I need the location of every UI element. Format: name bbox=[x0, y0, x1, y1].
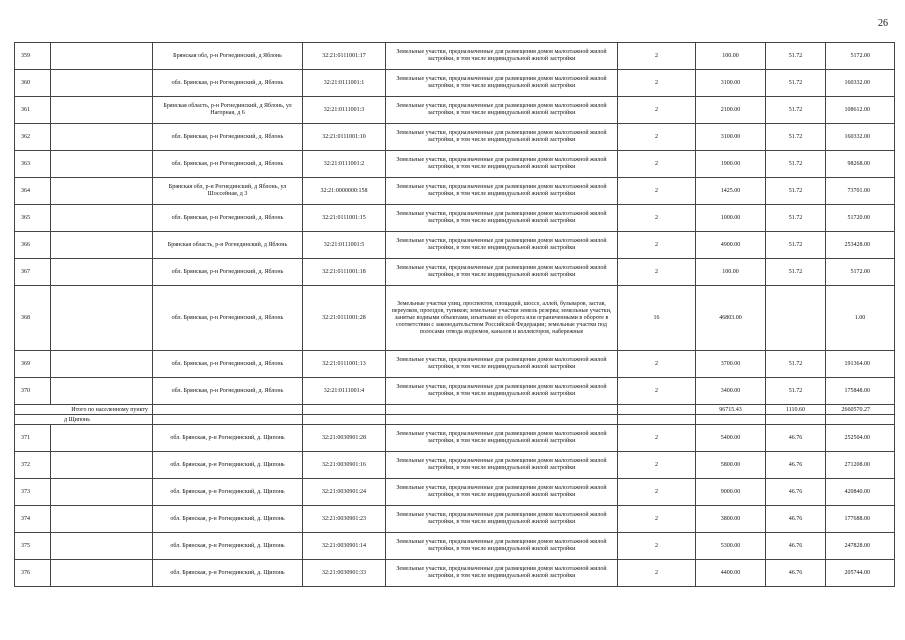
row-land-use-kind: Земельные участки, предназначенные для размещения домов малоэтажной жилой застройки, в том числе индивидуальной жилой застройки bbox=[386, 97, 618, 124]
row-group-code: 2 bbox=[618, 506, 696, 533]
row-cadastral-number: 32:21:0111001:13 bbox=[303, 351, 386, 378]
row-spacer bbox=[51, 560, 153, 587]
row-cadastral-value: 247828.00 bbox=[826, 533, 895, 560]
row-area: 46803.00 bbox=[696, 286, 766, 351]
row-cadastral-value: 160332.00 bbox=[826, 70, 895, 97]
row-spacer bbox=[51, 533, 153, 560]
row-rate: 46.76 bbox=[766, 479, 826, 506]
row-rate: 51.72 bbox=[766, 70, 826, 97]
row-group-code: 2 bbox=[618, 425, 696, 452]
row-land-use-kind: Земельные участки, предназначенные для размещения домов малоэтажной жилой застройки, в том числе индивидуальной жилой застройки bbox=[386, 351, 618, 378]
row-land-use-kind: Земельные участки, предназначенные для размещения домов малоэтажной жилой застройки, в том числе индивидуальной жилой застройки bbox=[386, 479, 618, 506]
row-cadastral-value: 271208.00 bbox=[826, 452, 895, 479]
row-land-use-kind: Земельные участки, предназначенные для размещения домов малоэтажной жилой застройки, в том числе индивидуальной жилой застройки bbox=[386, 124, 618, 151]
row-group-code: 2 bbox=[618, 479, 696, 506]
row-area: 1000.00 bbox=[696, 205, 766, 232]
row-area: 5300.00 bbox=[696, 533, 766, 560]
subtotal-empty-cadastral bbox=[303, 405, 386, 415]
row-rate: 51.72 bbox=[766, 124, 826, 151]
subtotal-value: 2660570.27 bbox=[826, 405, 895, 415]
row-number: 363 bbox=[15, 151, 51, 178]
row-group-code: 2 bbox=[618, 560, 696, 587]
row-address: Брянская область, р-н Рогнединский, д Яблонь bbox=[153, 232, 303, 259]
row-cadastral-value: 177688.00 bbox=[826, 506, 895, 533]
row-rate: 51.72 bbox=[766, 232, 826, 259]
row-cadastral-number: 32:21:0111001:2 bbox=[303, 151, 386, 178]
row-cadastral-value: 1.00 bbox=[826, 286, 895, 351]
village-empty-address bbox=[153, 415, 303, 425]
row-cadastral-number: 32:21:0111001:3 bbox=[303, 97, 386, 124]
row-land-use-kind: Земельные участки, предназначенные для размещения домов малоэтажной жилой застройки, в том числе индивидуальной жилой застройки bbox=[386, 259, 618, 286]
table-row bbox=[15, 506, 895, 533]
row-number: 366 bbox=[15, 232, 51, 259]
row-cadastral-value: 5172.00 bbox=[826, 43, 895, 70]
row-group-code: 2 bbox=[618, 351, 696, 378]
row-number: 367 bbox=[15, 259, 51, 286]
row-rate: 51.72 bbox=[766, 351, 826, 378]
row-spacer bbox=[51, 506, 153, 533]
village-empty-code bbox=[618, 415, 696, 425]
row-group-code: 2 bbox=[618, 452, 696, 479]
row-group-code: 2 bbox=[618, 124, 696, 151]
subtotal-empty-address bbox=[153, 405, 303, 415]
row-spacer bbox=[51, 259, 153, 286]
table-row bbox=[15, 479, 895, 506]
row-address: обл. Брянская, р-н Рогнединский, д. Щипонь bbox=[153, 560, 303, 587]
row-land-use-kind: Земельные участки, предназначенные для размещения домов малоэтажной жилой застройки, в том числе индивидуальной жилой застройки bbox=[386, 452, 618, 479]
row-number: 360 bbox=[15, 70, 51, 97]
row-spacer bbox=[51, 43, 153, 70]
row-group-code: 2 bbox=[618, 97, 696, 124]
row-group-code: 2 bbox=[618, 259, 696, 286]
row-spacer bbox=[51, 232, 153, 259]
row-rate: 46.76 bbox=[766, 425, 826, 452]
row-number: 372 bbox=[15, 452, 51, 479]
subtotal-empty-kind bbox=[386, 405, 618, 415]
row-land-use-kind: Земельные участки, предназначенные для размещения домов малоэтажной жилой застройки, в том числе индивидуальной жилой застройки bbox=[386, 560, 618, 587]
row-address: обл. Брянская, р-н Рогнединский, д. Щипонь bbox=[153, 425, 303, 452]
table-body-bottom bbox=[15, 425, 895, 587]
row-land-use-kind: Земельные участки, предназначенные для размещения домов малоэтажной жилой застройки, в том числе индивидуальной жилой застройки bbox=[386, 378, 618, 405]
table-row bbox=[15, 351, 895, 378]
row-cadastral-number: 32:21:0111001:1 bbox=[303, 70, 386, 97]
row-rate bbox=[766, 286, 826, 351]
row-cadastral-number: 32:21:0030901:14 bbox=[303, 533, 386, 560]
row-land-use-kind: Земельные участки улиц, проспектов, площадей, шоссе, аллей, бульваров, застав, переулков, проездов, тупиков; земельные участки земель резерва; земельные участки, занятые водными объектами, изъятыми из оборота или ограниченными в обороте в соответствии с законодательством Российской Федерации; земельные участки под полосами отвода водоемов, каналов и коллекторов, набережные bbox=[386, 286, 618, 351]
row-area: 3700.00 bbox=[696, 351, 766, 378]
row-cadastral-number: 32:21:0000000:158 bbox=[303, 178, 386, 205]
page-number: 26 bbox=[878, 18, 888, 29]
row-cadastral-number: 32:21:0111001:17 bbox=[303, 43, 386, 70]
row-group-code: 16 bbox=[618, 286, 696, 351]
subtotal-row bbox=[15, 405, 895, 415]
village-empty-kind bbox=[386, 415, 618, 425]
row-spacer bbox=[51, 351, 153, 378]
row-cadastral-value: 51720.00 bbox=[826, 205, 895, 232]
row-address: обл. Брянская, р-н Рогнединский, д. Яблонь bbox=[153, 70, 303, 97]
row-address: обл. Брянская, р-н Рогнединский, д. Щипонь bbox=[153, 452, 303, 479]
row-group-code: 2 bbox=[618, 378, 696, 405]
row-cadastral-number: 32:21:0111001:28 bbox=[303, 286, 386, 351]
row-spacer bbox=[51, 479, 153, 506]
row-area: 2100.00 bbox=[696, 97, 766, 124]
row-cadastral-value: 205744.00 bbox=[826, 560, 895, 587]
row-cadastral-value: 160332.00 bbox=[826, 124, 895, 151]
row-group-code: 2 bbox=[618, 533, 696, 560]
row-land-use-kind: Земельные участки, предназначенные для размещения домов малоэтажной жилой застройки, в том числе индивидуальной жилой застройки bbox=[386, 151, 618, 178]
row-number: 365 bbox=[15, 205, 51, 232]
row-cadastral-number: 32:21:0030901:24 bbox=[303, 479, 386, 506]
row-address: Брянская обл, р-н Рогнединский, д Яблонь, ул Шоссейная, д 3 bbox=[153, 178, 303, 205]
table-row bbox=[15, 124, 895, 151]
row-area: 4900.00 bbox=[696, 232, 766, 259]
row-cadastral-value: 108612.00 bbox=[826, 97, 895, 124]
table-row bbox=[15, 286, 895, 351]
row-cadastral-value: 420840.00 bbox=[826, 479, 895, 506]
subtotal-section bbox=[15, 405, 895, 425]
row-group-code: 2 bbox=[618, 232, 696, 259]
row-rate: 46.76 bbox=[766, 560, 826, 587]
row-land-use-kind: Земельные участки, предназначенные для размещения домов малоэтажной жилой застройки, в том числе индивидуальной жилой застройки bbox=[386, 205, 618, 232]
row-number: 362 bbox=[15, 124, 51, 151]
village-empty-value bbox=[826, 415, 895, 425]
row-cadastral-value: 175848.00 bbox=[826, 378, 895, 405]
row-land-use-kind: Земельные участки, предназначенные для размещения домов малоэтажной жилой застройки, в том числе индивидуальной жилой застройки bbox=[386, 70, 618, 97]
row-spacer bbox=[51, 124, 153, 151]
row-area: 5800.00 bbox=[696, 452, 766, 479]
row-area: 3800.00 bbox=[696, 506, 766, 533]
row-address: обл. Брянская, р-н Рогнединский, д. Яблонь bbox=[153, 151, 303, 178]
row-number: 364 bbox=[15, 178, 51, 205]
subtotal-area: 96715.43 bbox=[696, 405, 766, 415]
table-body-mid bbox=[15, 351, 895, 405]
table-row bbox=[15, 533, 895, 560]
table-row bbox=[15, 425, 895, 452]
subtotal-rate: 1110.60 bbox=[766, 405, 826, 415]
row-area: 5400.00 bbox=[696, 425, 766, 452]
row-number: 371 bbox=[15, 425, 51, 452]
row-group-code: 2 bbox=[618, 205, 696, 232]
row-address: обл. Брянская, р-н Рогнединский, д. Яблонь bbox=[153, 351, 303, 378]
row-cadastral-number: 32:21:0111001:15 bbox=[303, 205, 386, 232]
row-rate: 51.72 bbox=[766, 151, 826, 178]
row-cadastral-value: 73701.00 bbox=[826, 178, 895, 205]
village-empty-area bbox=[696, 415, 766, 425]
row-address: Брянская область, р-н Рогнединский, д Яблонь, ул Нагорная, д 6 bbox=[153, 97, 303, 124]
row-area: 100.00 bbox=[696, 259, 766, 286]
row-number: 374 bbox=[15, 506, 51, 533]
row-spacer bbox=[51, 97, 153, 124]
row-land-use-kind: Земельные участки, предназначенные для размещения домов малоэтажной жилой застройки, в том числе индивидуальной жилой застройки bbox=[386, 425, 618, 452]
table-row bbox=[15, 259, 895, 286]
table-body-top bbox=[15, 43, 895, 286]
row-area: 1425.00 bbox=[696, 178, 766, 205]
row-spacer bbox=[51, 286, 153, 351]
row-area: 4400.00 bbox=[696, 560, 766, 587]
row-land-use-kind: Земельные участки, предназначенные для размещения домов малоэтажной жилой застройки, в том числе индивидуальной жилой застройки bbox=[386, 178, 618, 205]
row-number: 361 bbox=[15, 97, 51, 124]
row-group-code: 2 bbox=[618, 178, 696, 205]
village-empty-cadastral bbox=[303, 415, 386, 425]
row-number: 369 bbox=[15, 351, 51, 378]
row-spacer bbox=[51, 70, 153, 97]
row-spacer bbox=[51, 425, 153, 452]
row-cadastral-value: 252504.00 bbox=[826, 425, 895, 452]
row-rate: 51.72 bbox=[766, 205, 826, 232]
row-address: обл. Брянская, р-н Рогнединский, д. Щипонь bbox=[153, 506, 303, 533]
row-rate: 51.72 bbox=[766, 178, 826, 205]
row-group-code: 2 bbox=[618, 43, 696, 70]
row-area: 9000.00 bbox=[696, 479, 766, 506]
row-cadastral-value: 253428.00 bbox=[826, 232, 895, 259]
row-area: 3400.00 bbox=[696, 378, 766, 405]
table-row bbox=[15, 560, 895, 587]
village-label: д Щипонь bbox=[15, 415, 153, 425]
table-body-tall bbox=[15, 286, 895, 351]
row-spacer bbox=[51, 151, 153, 178]
row-rate: 51.72 bbox=[766, 43, 826, 70]
row-spacer bbox=[51, 178, 153, 205]
row-cadastral-value: 98268.00 bbox=[826, 151, 895, 178]
row-address: обл. Брянская, р-н Рогнединский, д. Щипонь bbox=[153, 479, 303, 506]
row-land-use-kind: Земельные участки, предназначенные для размещения домов малоэтажной жилой застройки, в том числе индивидуальной жилой застройки bbox=[386, 232, 618, 259]
row-address: Брянская обл, р-н Рогнединский, д Яблонь bbox=[153, 43, 303, 70]
row-address: обл. Брянская, р-н Рогнединский, д. Яблонь bbox=[153, 286, 303, 351]
table-row bbox=[15, 151, 895, 178]
row-land-use-kind: Земельные участки, предназначенные для размещения домов малоэтажной жилой застройки, в том числе индивидуальной жилой застройки bbox=[386, 43, 618, 70]
row-number: 373 bbox=[15, 479, 51, 506]
row-rate: 46.76 bbox=[766, 452, 826, 479]
row-area: 1900.00 bbox=[696, 151, 766, 178]
row-cadastral-value: 5172.00 bbox=[826, 259, 895, 286]
row-address: обл. Брянская, р-н Рогнединский, д. Яблонь bbox=[153, 259, 303, 286]
row-group-code: 2 bbox=[618, 70, 696, 97]
row-area: 100.00 bbox=[696, 43, 766, 70]
table-row bbox=[15, 70, 895, 97]
row-address: обл. Брянская, р-н Рогнединский, д. Щипонь bbox=[153, 533, 303, 560]
row-address: обл. Брянская, р-н Рогнединский, д. Яблонь bbox=[153, 124, 303, 151]
row-area: 3100.00 bbox=[696, 70, 766, 97]
row-cadastral-number: 32:21:0111001:10 bbox=[303, 124, 386, 151]
row-rate: 51.72 bbox=[766, 97, 826, 124]
table-row bbox=[15, 232, 895, 259]
row-number: 359 bbox=[15, 43, 51, 70]
row-cadastral-value: 191364.00 bbox=[826, 351, 895, 378]
table-row bbox=[15, 43, 895, 70]
row-spacer bbox=[51, 452, 153, 479]
row-cadastral-number: 32:21:0111001:4 bbox=[303, 378, 386, 405]
row-cadastral-number: 32:21:0030901:28 bbox=[303, 425, 386, 452]
row-spacer bbox=[51, 205, 153, 232]
row-rate: 51.72 bbox=[766, 378, 826, 405]
village-empty-rate bbox=[766, 415, 826, 425]
table-row bbox=[15, 97, 895, 124]
row-number: 376 bbox=[15, 560, 51, 587]
table-row bbox=[15, 205, 895, 232]
table-row bbox=[15, 178, 895, 205]
row-land-use-kind: Земельные участки, предназначенные для размещения домов малоэтажной жилой застройки, в том числе индивидуальной жилой застройки bbox=[386, 533, 618, 560]
cadastral-value-table bbox=[14, 42, 895, 587]
row-cadastral-number: 32:21:0030901:33 bbox=[303, 560, 386, 587]
row-rate: 46.76 bbox=[766, 506, 826, 533]
row-spacer bbox=[51, 378, 153, 405]
row-land-use-kind: Земельные участки, предназначенные для размещения домов малоэтажной жилой застройки, в том числе индивидуальной жилой застройки bbox=[386, 506, 618, 533]
row-number: 368 bbox=[15, 286, 51, 351]
row-rate: 46.76 bbox=[766, 533, 826, 560]
row-group-code: 2 bbox=[618, 151, 696, 178]
table-row bbox=[15, 452, 895, 479]
row-rate: 51.72 bbox=[766, 259, 826, 286]
row-address: обл. Брянская, р-н Рогнединский, д. Яблонь bbox=[153, 205, 303, 232]
table-row bbox=[15, 378, 895, 405]
village-heading-row bbox=[15, 415, 895, 425]
subtotal-empty-code bbox=[618, 405, 696, 415]
row-number: 370 bbox=[15, 378, 51, 405]
row-number: 375 bbox=[15, 533, 51, 560]
row-address: обл. Брянская, р-н Рогнединский, д. Яблонь bbox=[153, 378, 303, 405]
row-cadastral-number: 32:21:0030901:16 bbox=[303, 452, 386, 479]
subtotal-label: Итого по населенному пункту bbox=[15, 405, 153, 415]
row-cadastral-number: 32:21:0030901:23 bbox=[303, 506, 386, 533]
row-cadastral-number: 32:21:0111001:18 bbox=[303, 259, 386, 286]
row-area: 3100.00 bbox=[696, 124, 766, 151]
row-cadastral-number: 32:21:0111001:5 bbox=[303, 232, 386, 259]
